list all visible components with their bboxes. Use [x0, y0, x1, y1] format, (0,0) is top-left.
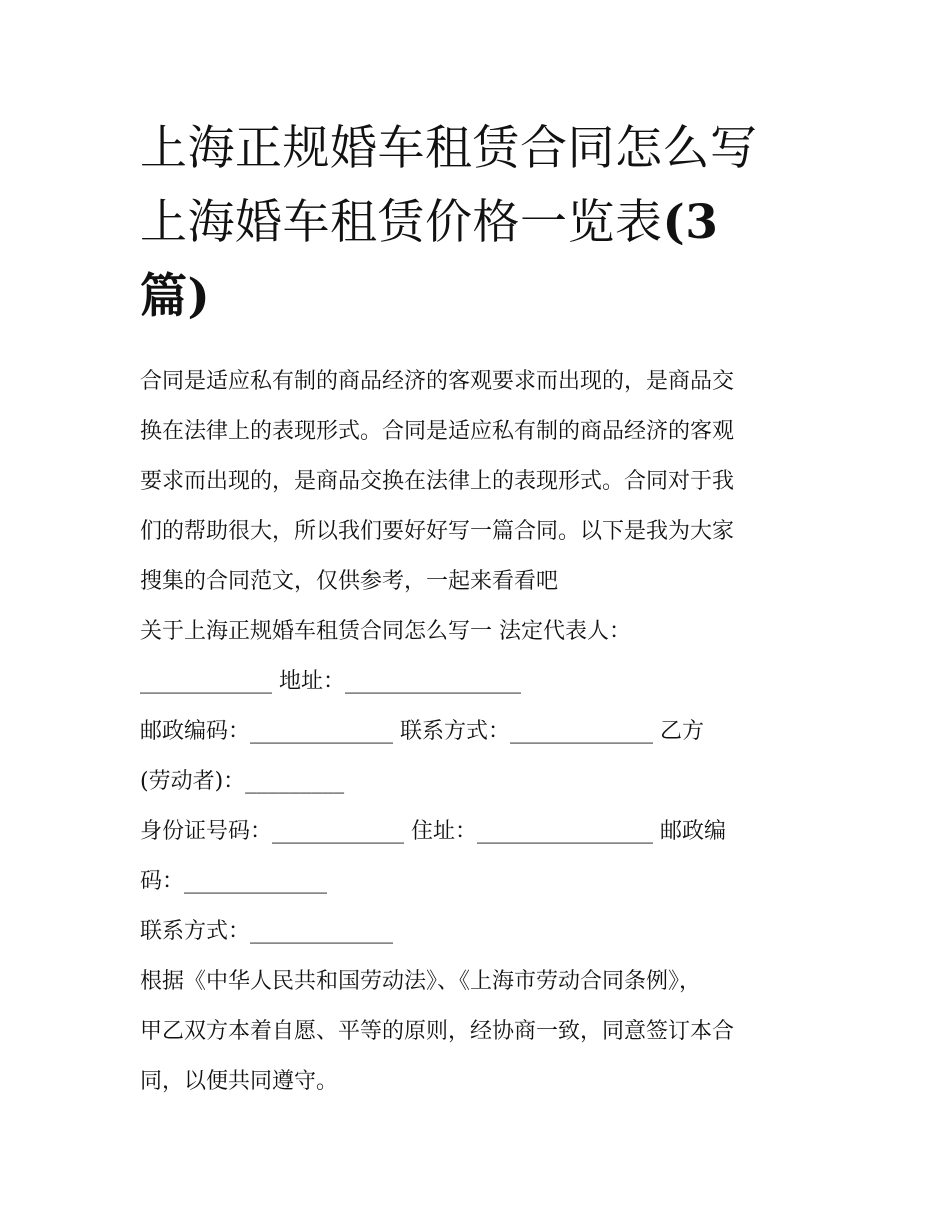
id-address-line: 身份证号码：____________ 住址：________________ 邮政编: [140, 819, 726, 844]
intro-line-4: 们的帮助很大，所以我们要好好写一篇合同。以下是我为大家: [140, 519, 735, 544]
intro-line-1: 合同是适应私有制的商品经济的客观要求而出现的，是商品交: [140, 369, 735, 394]
contact-method-line: 联系方式：_____________: [140, 919, 394, 944]
legal-basis-line-3: 同，以便共同遵守。: [140, 1069, 339, 1094]
title-line-2: [140, 186, 820, 260]
intro-line-5: 搜集的合同范文，仅供参考，一起来看看吧: [140, 569, 559, 594]
postal-contact-line: 邮政编码：_____________ 联系方式：_____________ 乙方: [140, 719, 704, 744]
postal-code-line: 码：_____________: [140, 869, 328, 894]
intro-line-2: 换在法律上的表现形式。合同是适应私有制的商品经济的客观: [140, 419, 735, 444]
title-line-2-count: (3: [662, 195, 719, 250]
document-page: [140, 112, 820, 1107]
worker-field-line: (劳动者)：_________: [140, 769, 345, 794]
title-line-2-text: 上海婚车租赁价格一览表: [140, 195, 663, 250]
document-body: [140, 357, 820, 1107]
legal-basis-line-2: 甲乙双方本着自愿、平等的原则，经协商一致，同意签订本合: [140, 1019, 735, 1044]
intro-line-3: 要求而出现的，是商品交换在法律上的表现形式。合同对于我: [140, 469, 735, 494]
title-line-3: 篇): [140, 269, 211, 324]
address-field-line: ____________ 地址：________________: [140, 669, 521, 694]
contract-section: [140, 607, 820, 1107]
intro-paragraph: [140, 357, 820, 607]
legal-basis-line-1: 根据《中华人民共和国劳动法》、《上海市劳动合同条例》，: [140, 969, 702, 994]
title-line-1: 上海正规婚车租赁合同怎么写: [140, 121, 758, 176]
document-title: [140, 112, 820, 334]
contract-heading-line: 关于上海正规婚车租赁合同怎么写一 法定代表人：: [140, 619, 631, 644]
